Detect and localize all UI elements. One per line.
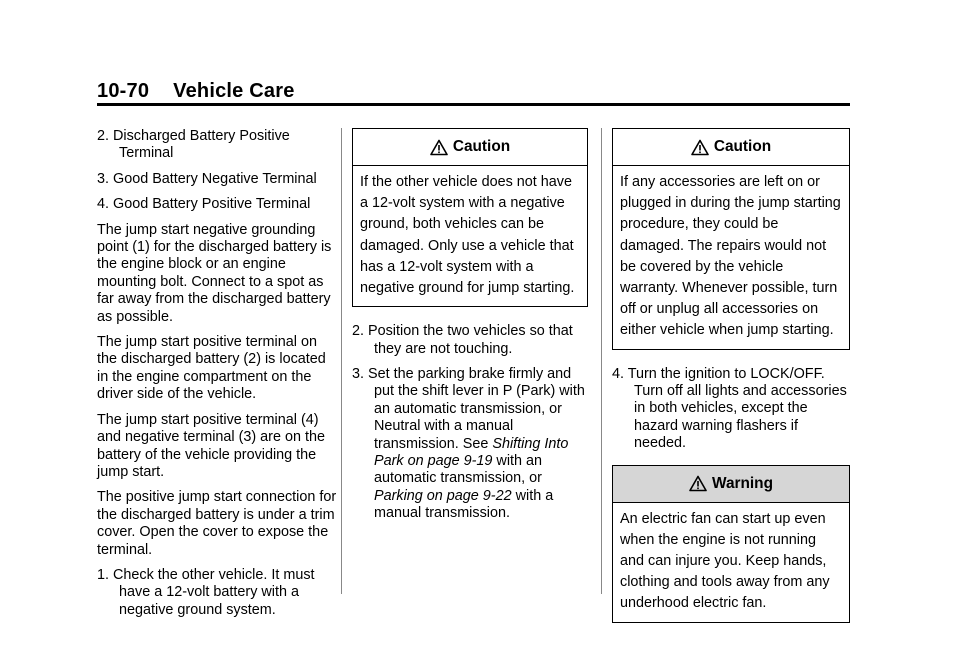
warning-header <box>613 466 849 503</box>
page-header <box>97 80 295 103</box>
caution-triangle-icon <box>691 139 709 156</box>
step-3 <box>352 366 588 523</box>
paragraph: The jump start positive terminal (4) and negative terminal (3) are on the battery of the vehicle providing the jump start. <box>97 411 325 480</box>
step-2: 2. Position the two vehicles so that they are not touching. <box>352 323 573 357</box>
step-3-tail: with a manual transmission. <box>374 487 554 522</box>
column-1 <box>97 128 337 627</box>
column-2 <box>352 128 588 531</box>
caution-triangle-icon <box>430 139 448 156</box>
warning-triangle-icon <box>689 475 707 492</box>
column-divider <box>341 128 342 594</box>
warning-title: Warning <box>712 474 773 492</box>
caution-text: If the other vehicle does not have a 12-volt system with a negative ground, both vehicles can be damaged. Only use a vehicle that has a 12-volt system with a negative ground for jump starting. <box>360 174 575 297</box>
page-number: 10-70 <box>97 80 150 102</box>
step-3-mid: with an automatic transmission, or <box>374 453 543 487</box>
cross-reference-link[interactable]: Shifting Into Park on page 9-19 <box>374 435 569 470</box>
caution-box <box>352 128 588 307</box>
section-title: Vehicle Care <box>173 80 295 102</box>
column-3 <box>612 128 850 639</box>
warning-text: An electric fan can start up even when the engine is not running and can injure you. Keep hands, clothing and tools away from any underhood electric fan. <box>620 510 830 612</box>
caution-header <box>613 129 849 166</box>
paragraph: The jump start positive terminal on the discharged battery (2) is located in the engine compartment on the driver side of the vehicle. <box>97 334 326 403</box>
list-item: 2. Discharged Battery Positive Terminal <box>97 128 290 162</box>
caution-text: If any accessories are left on or plugged in during the jump starting procedure, they could be damaged. The repairs would not be covered by the vehicle warranty. Whenever possible, turn off or unplug all accessories on either vehicle when jump starting. <box>620 174 841 339</box>
list-item: 4. Good Battery Positive Terminal <box>97 196 311 213</box>
column-divider <box>601 128 602 594</box>
paragraph: The jump start negative grounding point (1) for the discharged battery is the engine block or an engine mounting bolt. Connect to a spot as far away from the discharged battery as possible. <box>97 221 332 325</box>
step-1: 1. Check the other vehicle. It must have a 12-volt battery with a negative ground system. <box>97 566 315 618</box>
step-3-lead: 3. Set the parking brake firmly and put the shift lever in P (Park) with an automatic transmission, or Neutral with a manual transmission. See <box>352 366 585 452</box>
paragraph: The positive jump start connection for the discharged battery is under a trim cover. Open the cover to expose the terminal. <box>97 489 337 558</box>
list-item: 3. Good Battery Negative Terminal <box>97 170 317 187</box>
caution-header <box>353 129 587 166</box>
header-rule <box>97 103 850 106</box>
step-4: 4. Turn the ignition to LOCK/OFF. Turn off all lights and accessories in both vehicles, except the hazard warning flashers if needed. <box>612 365 847 452</box>
caution-box <box>612 128 850 350</box>
warning-box <box>612 465 850 623</box>
caution-title: Caution <box>713 138 772 156</box>
caution-title: Caution <box>452 138 511 156</box>
cross-reference-link[interactable]: Parking on page 9-22 <box>374 487 512 504</box>
